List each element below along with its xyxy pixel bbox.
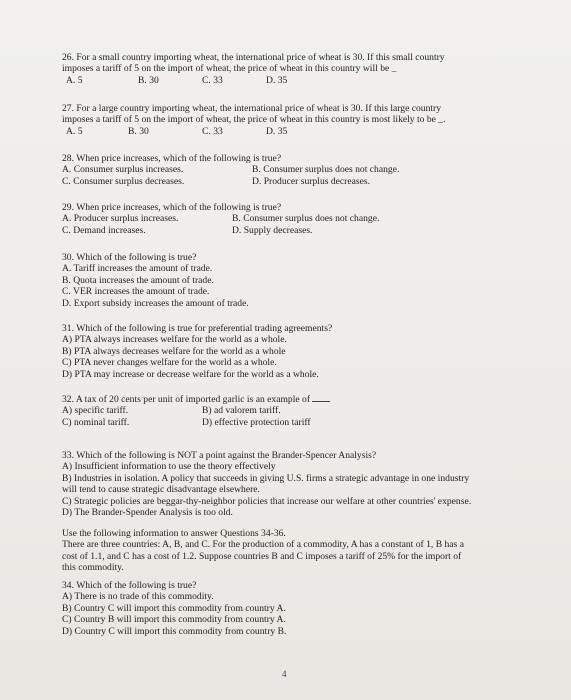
option-c: C) Country B will import this commodity from country A.: [62, 614, 286, 626]
option-d: D. Producer surplus decreases.: [252, 175, 371, 187]
info-line-4: this commodity.: [62, 562, 124, 574]
info-line-3: cost of 1.1, and C has a cost of 1.2. Suppose countries B and C imposes a tariff of 25% for the import of: [62, 550, 462, 562]
option-d: D) Country C will import this commodity from country B.: [62, 625, 287, 637]
question-33-stem: 33. Which of the following is NOT a point against the Brander-Spencer Analysis?: [62, 450, 377, 461]
info-paragraph: [62, 528, 502, 574]
option-d: D) effective protection tariff: [202, 416, 311, 428]
option-a: A. 5: [66, 125, 83, 137]
question-30: [62, 252, 502, 309]
option-a: A. Producer surplus increases.: [62, 213, 179, 225]
question-27-stem: 27. For a large country importing wheat, the international price of wheat is 30. If this large country: [62, 103, 442, 114]
question-32-stem: [62, 394, 502, 405]
option-c: C. 33: [202, 74, 223, 86]
option-b: B) PTA always decreases welfare for the world as a whole: [62, 345, 286, 357]
question-27-stem-cont: imposes a tariff of 5 on the import of wheat, the price of wheat in this country is most likely to be _.: [62, 114, 446, 126]
question-26-stem: 26. For a small country importing wheat, the international price of wheat is 30. If this small country: [62, 52, 445, 63]
option-b: B. Consumer surplus does not change.: [232, 213, 380, 225]
option-b: B. Consumer surplus does not change.: [252, 164, 400, 176]
option-b: B) Industries in isolation. A policy that succeeds in giving U.S. firms a strategic advantage in one industry: [62, 472, 470, 484]
question-28-options-row1: [62, 164, 502, 175]
question-33: [62, 450, 502, 518]
option-d: D. Export subsidy increases the amount of trade.: [62, 297, 249, 309]
option-d: D. 35: [266, 125, 288, 137]
question-28-options-row2: [62, 176, 502, 187]
question-29-options-row2: [62, 225, 502, 236]
option-c: C. 33: [202, 125, 223, 137]
option-a: A. Tariff increases the amount of trade.: [62, 263, 213, 275]
option-a: A) PTA always increases welfare for the world as a whole.: [62, 334, 287, 346]
option-c: C) nominal tariff.: [62, 416, 130, 428]
option-d: D. Supply decreases.: [232, 224, 313, 236]
option-b: B. 30: [138, 74, 159, 86]
option-c: C) Strategic policies are beggar-thy-neighbor policies that increase our welfare at other countries' expense.: [62, 495, 472, 507]
question-31: [62, 323, 502, 380]
question-27-options: [62, 126, 502, 137]
question-32-stem-text: 32. A tax of 20 cents per unit of imported garlic is an example of: [62, 394, 311, 405]
question-28: [62, 153, 502, 187]
info-line-1: Use the following information to answer Questions 34-36.: [62, 528, 286, 539]
question-29-options-row1: [62, 213, 502, 224]
question-29: [62, 202, 502, 236]
question-27: [62, 103, 502, 137]
option-a: A) Insufficient information to use the theory effectively: [62, 461, 276, 473]
option-b: B) ad valorem tariff.: [202, 405, 281, 417]
option-d: D) The Brander-Spender Analysis is too old.: [62, 507, 233, 519]
question-32-options-row2: [62, 417, 502, 428]
question-32: [62, 394, 502, 428]
option-c: C. Consumer surplus decreases.: [62, 175, 185, 187]
info-line-2: There are three countries: A, B, and C. For the production of a commodity, A has a constant of 1, B has a: [62, 539, 464, 551]
option-b: B. Quota increases the amount of trade.: [62, 274, 214, 286]
page-number: 4: [282, 669, 287, 679]
option-b: B) Country C will import this commodity from country A.: [62, 602, 286, 614]
option-a: A) specific tariff.: [62, 405, 129, 417]
option-a: A. Consumer surplus increases.: [62, 164, 184, 176]
question-29-stem: 29. When price increases, which of the following is true?: [62, 202, 282, 213]
question-30-stem: 30. Which of the following is true?: [62, 252, 197, 263]
question-26-options: [62, 75, 502, 86]
option-c: C. VER increases the amount of trade.: [62, 286, 210, 298]
option-a: A) There is no trade of this commodity.: [62, 591, 214, 603]
option-a: A. 5: [66, 74, 83, 86]
question-26-stem-cont: imposes a tariff of 5 on the import of wheat, the price of wheat in this country will be _: [62, 63, 397, 75]
option-d: D) PTA may increase or decrease welfare for the world as a whole.: [62, 368, 319, 380]
question-28-stem: 28. When price increases, which of the following is true?: [62, 153, 282, 164]
option-d: D. 35: [266, 74, 288, 86]
option-b-cont: will tend to cause strategic disadvantage elsewhere.: [62, 484, 260, 496]
option-c: C. Demand increases.: [62, 224, 146, 236]
option-c: C) PTA never changes welfare for the world as a whole.: [62, 357, 277, 369]
question-31-stem: 31. Which of the following is true for preferential trading agreements?: [62, 323, 333, 334]
option-b: B. 30: [128, 125, 149, 137]
question-26: [62, 52, 502, 86]
question-34: [62, 580, 502, 637]
question-34-stem: 34. Which of the following is true?: [62, 580, 197, 591]
answer-blank: [312, 401, 330, 402]
question-32-options-row1: [62, 405, 502, 416]
